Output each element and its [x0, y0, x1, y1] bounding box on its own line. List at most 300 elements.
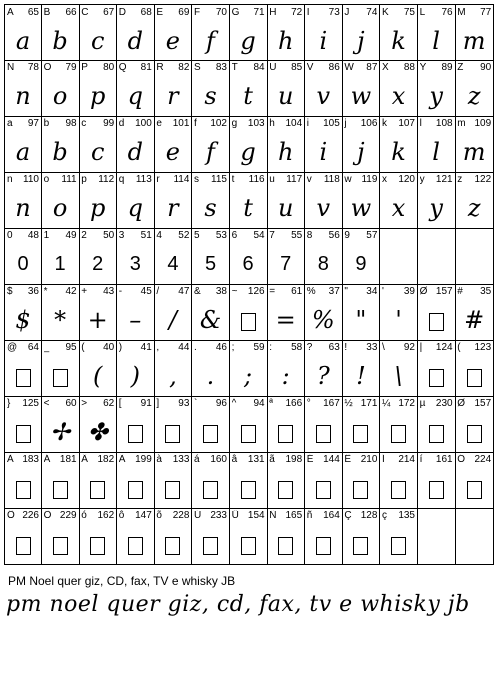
glyph-sample: / [168, 306, 177, 334]
glyph-cell [380, 340, 418, 397]
missing-glyph-box [241, 425, 256, 443]
glyph-char: ° [306, 398, 311, 409]
glyph-sample [342, 526, 379, 562]
glyph-code: 226 [22, 510, 39, 521]
glyph-sample: h [277, 138, 294, 166]
glyph-char: J [344, 7, 350, 18]
glyph-sample: 4 [167, 253, 179, 275]
glyph-char: ' [382, 286, 384, 297]
glyph-cell [455, 60, 494, 117]
glyph-char: . [194, 342, 197, 353]
glyph-code: 72 [291, 7, 303, 18]
glyph-char: a [7, 118, 13, 129]
glyph-code: 100 [135, 118, 152, 129]
glyph-sample: w [350, 82, 372, 110]
glyph-cell [4, 452, 42, 509]
glyph-char: 2 [81, 230, 87, 241]
glyph-code: 107 [398, 118, 415, 129]
glyph-code: 50 [103, 230, 115, 241]
glyph-sample [154, 414, 191, 450]
glyph-cell [267, 172, 305, 229]
glyph-char: O [43, 62, 52, 73]
glyph-label [156, 62, 189, 74]
missing-glyph-box [467, 481, 482, 499]
glyph-cell [117, 172, 155, 229]
glyph-sample: i [319, 138, 328, 166]
glyph-label [307, 230, 340, 242]
glyph-cell [267, 508, 305, 565]
glyph-code: 80 [103, 62, 115, 73]
glyph-sample [342, 414, 379, 450]
glyph-cell [342, 508, 380, 565]
glyph-code: 198 [285, 454, 303, 465]
glyph-label [81, 454, 114, 466]
glyph-label [44, 7, 77, 19]
glyph-cell [342, 172, 380, 229]
missing-glyph-box [203, 425, 218, 443]
glyph-char: f [194, 118, 197, 129]
glyph-cell [305, 116, 343, 173]
glyph-code: 63 [328, 342, 340, 353]
glyph-sample [380, 526, 417, 562]
glyph-char: = [269, 286, 276, 297]
glyph-code: 123 [474, 342, 492, 353]
glyph-label [44, 286, 77, 298]
glyph-code: 93 [178, 398, 190, 409]
glyph-code: 154 [247, 510, 265, 521]
glyph-char: ` [194, 398, 198, 409]
glyph-sample [305, 526, 342, 562]
glyph-code: 182 [97, 454, 115, 465]
glyph-cell [154, 284, 192, 341]
glyph-char: k [382, 118, 387, 129]
font-sample-text: pm noel quer giz, cd, fax, tv e whisky jb [6, 592, 470, 617]
glyph-code: 172 [398, 398, 415, 409]
glyph-cell [455, 508, 494, 565]
glyph-cell [154, 4, 192, 61]
glyph-label [344, 342, 377, 354]
glyph-label [7, 454, 39, 466]
glyph-char: â [231, 454, 238, 465]
missing-glyph-box [53, 369, 68, 387]
glyph-char: Õ [43, 510, 52, 521]
glyph-sample: + [87, 306, 108, 334]
glyph-char: C [81, 7, 89, 18]
glyph-cell [79, 60, 117, 117]
glyph-label [307, 118, 340, 130]
glyph-cell [192, 4, 230, 61]
glyph-code: 118 [323, 174, 340, 185]
glyph-cell [418, 452, 456, 509]
glyph-code: 74 [366, 7, 378, 18]
glyph-label [269, 230, 302, 242]
glyph-cell [79, 228, 117, 285]
glyph-sample [418, 470, 455, 506]
glyph-code: 37 [328, 286, 340, 297]
glyph-code: 59 [253, 342, 265, 353]
glyph-sample [230, 302, 267, 338]
missing-glyph-box [467, 425, 482, 443]
glyph-sample: o [52, 82, 68, 110]
glyph-sample: b [52, 27, 68, 55]
glyph-cell [418, 284, 456, 341]
glyph-label [232, 230, 265, 242]
glyph-cell [342, 340, 380, 397]
glyph-sample [455, 358, 493, 394]
glyph-code: 73 [328, 7, 340, 18]
glyph-label [81, 286, 114, 298]
glyph-code: 117 [286, 174, 303, 185]
glyph-sample: z [467, 194, 481, 222]
glyph-sample [42, 526, 79, 562]
glyph-sample: m [462, 27, 486, 55]
glyph-code: 164 [323, 510, 340, 521]
glyph-cell [117, 340, 155, 397]
glyph-label [44, 398, 77, 410]
glyph-code: 81 [140, 62, 152, 73]
glyph-cell [42, 284, 80, 341]
glyph-label [81, 62, 114, 74]
glyph-sample [117, 414, 154, 450]
glyph-code: 104 [285, 118, 303, 129]
glyph-cell [117, 508, 155, 565]
glyph-label [382, 62, 415, 74]
glyph-code: 99 [103, 118, 115, 129]
glyph-char: > [81, 398, 88, 409]
glyph-code: 44 [178, 342, 190, 353]
glyph-cell [380, 116, 418, 173]
glyph-cell [455, 172, 494, 229]
glyph-char: Ô [7, 510, 15, 521]
glyph-char: i [306, 118, 310, 129]
glyph-cell [42, 228, 80, 285]
glyph-row [4, 4, 495, 61]
glyph-char: É [306, 454, 314, 465]
glyph-label [119, 230, 152, 242]
glyph-sample: c [90, 138, 105, 166]
missing-glyph-box [16, 369, 31, 387]
glyph-cell [117, 228, 155, 285]
glyph-label [269, 7, 302, 19]
glyph-sample: # [464, 306, 485, 334]
glyph-cell [42, 508, 80, 565]
glyph-sample [455, 414, 493, 450]
glyph-sample: " [355, 306, 367, 334]
glyph-code: 48 [27, 230, 39, 241]
glyph-code: 122 [474, 174, 492, 185]
glyph-label [307, 398, 340, 410]
glyph-sample: u [277, 194, 294, 222]
missing-glyph-box [128, 425, 143, 443]
glyph-label [194, 510, 227, 522]
glyph-row [4, 60, 495, 117]
glyph-code: 97 [27, 118, 39, 129]
missing-glyph-box [391, 537, 406, 555]
glyph-cell [192, 228, 230, 285]
glyph-code: 166 [285, 398, 303, 409]
glyph-code: 96 [215, 398, 227, 409]
glyph-code: 167 [323, 398, 340, 409]
glyph-label [119, 118, 152, 130]
glyph-cell [342, 396, 380, 453]
glyph-char: S [194, 62, 201, 73]
glyph-label [344, 454, 377, 466]
glyph-label [81, 398, 114, 410]
missing-glyph-box [53, 537, 68, 555]
glyph-label [194, 62, 227, 74]
glyph-label [457, 118, 491, 130]
glyph-sample: * [54, 306, 67, 334]
glyph-sample [154, 470, 191, 506]
glyph-code: 181 [59, 454, 77, 465]
glyph-cell [117, 284, 155, 341]
glyph-code: 101 [172, 118, 190, 129]
glyph-label [457, 62, 491, 74]
glyph-sample [5, 358, 41, 394]
glyph-cell [42, 396, 80, 453]
glyph-char: Á [43, 454, 51, 465]
glyph-code: 68 [140, 7, 152, 18]
glyph-cell [455, 340, 494, 397]
missing-glyph-box [16, 425, 31, 443]
glyph-code: 36 [27, 286, 39, 297]
glyph-cell [418, 396, 456, 453]
glyph-char: 9 [344, 230, 350, 241]
glyph-cell [79, 284, 117, 341]
glyph-cell [342, 4, 380, 61]
glyph-label [119, 286, 152, 298]
glyph-cell [42, 4, 80, 61]
glyph-cell [79, 340, 117, 397]
glyph-code: 88 [403, 62, 415, 73]
glyph-cell [455, 116, 494, 173]
glyph-label [194, 286, 227, 298]
glyph-label [232, 510, 265, 522]
glyph-code: 92 [403, 342, 415, 353]
glyph-label [420, 342, 453, 354]
glyph-label [344, 286, 377, 298]
glyph-cell [305, 508, 343, 565]
glyph-cell [380, 4, 418, 61]
glyph-sample [342, 470, 379, 506]
glyph-char: v [306, 174, 312, 185]
glyph-char: e [156, 118, 162, 129]
glyph-label [232, 342, 265, 354]
glyph-cell [117, 116, 155, 173]
glyph-code: 69 [178, 7, 190, 18]
glyph-sample: y [429, 82, 443, 110]
glyph-cell [380, 396, 418, 453]
glyph-sample: g [240, 138, 256, 166]
glyph-label [457, 174, 491, 186]
glyph-label [44, 342, 77, 354]
glyph-cell [230, 508, 268, 565]
glyph-cell [4, 228, 42, 285]
glyph-cell [455, 228, 494, 285]
glyph-sample [305, 414, 342, 450]
glyph-char: ó [81, 510, 87, 521]
glyph-code: 75 [403, 7, 415, 18]
glyph-label [269, 510, 302, 522]
glyph-char: c [81, 118, 87, 129]
glyph-sample: l [432, 27, 440, 55]
glyph-code: 85 [291, 62, 303, 73]
glyph-cell [79, 452, 117, 509]
glyph-code: 102 [210, 118, 227, 129]
glyph-code: 57 [366, 230, 378, 241]
glyph-label [7, 342, 39, 354]
glyph-code: 165 [285, 510, 303, 521]
missing-glyph-box [278, 481, 293, 499]
glyph-cell [267, 228, 305, 285]
glyph-char: | [419, 342, 423, 353]
glyph-char: \ [382, 342, 385, 353]
glyph-code: 77 [480, 7, 492, 18]
glyph-cell [267, 340, 305, 397]
glyph-label [7, 62, 39, 74]
glyph-char: y [419, 174, 425, 185]
glyph-code: 147 [135, 510, 152, 521]
glyph-char: ª [269, 398, 273, 409]
glyph-code: 229 [59, 510, 77, 521]
glyph-cell [4, 4, 42, 61]
glyph-label [44, 510, 77, 522]
glyph-char: ã [269, 454, 275, 465]
glyph-cell [418, 4, 456, 61]
glyph-cell [305, 452, 343, 509]
glyph-code: 124 [435, 342, 453, 353]
missing-glyph-box [467, 369, 482, 387]
glyph-cell [305, 4, 343, 61]
glyph-code: 86 [328, 62, 340, 73]
glyph-cell [192, 284, 230, 341]
glyph-cell [42, 340, 80, 397]
glyph-label [382, 342, 415, 354]
glyph-code: 126 [247, 286, 265, 297]
glyph-char: V [306, 62, 314, 73]
glyph-label [156, 7, 189, 19]
glyph-cell [192, 452, 230, 509]
glyph-sample [42, 470, 79, 506]
glyph-sample: $ [15, 306, 31, 334]
glyph-label [7, 230, 39, 242]
glyph-sample: , [169, 362, 177, 390]
glyph-char: # [457, 286, 463, 297]
glyph-cell [305, 172, 343, 229]
missing-glyph-box [316, 481, 331, 499]
glyph-label [269, 342, 302, 354]
glyph-cell [4, 60, 42, 117]
glyph-code: 94 [253, 398, 265, 409]
glyph-char: z [457, 174, 463, 185]
glyph-cell [4, 284, 42, 341]
pangram-label: PM Noel quer giz, CD, fax, TV e whisky JB [8, 574, 236, 588]
glyph-code: 42 [65, 286, 77, 297]
glyph-code: 119 [361, 174, 378, 185]
glyph-code: 108 [435, 118, 453, 129]
glyph-code: 230 [435, 398, 453, 409]
glyph-label [81, 7, 114, 19]
glyph-sample: t [243, 82, 253, 110]
glyph-code: 105 [323, 118, 340, 129]
glyph-cell [305, 228, 343, 285]
glyph-sample: r [167, 82, 179, 110]
glyph-label [307, 62, 340, 74]
glyph-cell [154, 340, 192, 397]
glyph-sample: r [167, 194, 179, 222]
glyph-sample: \ [394, 362, 403, 390]
glyph-char: µ [419, 398, 426, 409]
glyph-label [382, 510, 415, 522]
glyph-code: 228 [172, 510, 190, 521]
glyph-sample: ! [356, 362, 366, 390]
missing-glyph-box [353, 537, 368, 555]
missing-glyph-box [165, 425, 180, 443]
glyph-label [420, 7, 453, 19]
missing-glyph-box [391, 425, 406, 443]
glyph-char: Ó [457, 454, 465, 465]
glyph-label [307, 342, 340, 354]
glyph-cell [42, 452, 80, 509]
glyph-row [4, 172, 495, 229]
glyph-char: q [118, 174, 125, 185]
glyph-label [194, 454, 227, 466]
glyph-char: Y [419, 62, 427, 73]
glyph-char: m [457, 118, 466, 129]
glyph-sample: k [391, 138, 406, 166]
glyph-sample: ) [130, 362, 140, 390]
glyph-sample [230, 414, 267, 450]
glyph-label [457, 342, 491, 354]
glyph-code: 46 [215, 342, 227, 353]
glyph-code: 106 [360, 118, 378, 129]
glyph-sample [267, 414, 304, 450]
glyph-label [307, 510, 340, 522]
glyph-label [156, 398, 189, 410]
glyph-label [81, 510, 114, 522]
glyph-code: 55 [291, 230, 303, 241]
glyph-grid [4, 4, 495, 568]
glyph-char: L [419, 7, 426, 18]
glyph-cell [418, 508, 456, 565]
glyph-char: 7 [269, 230, 275, 241]
glyph-sample [117, 526, 154, 562]
glyph-code: 110 [23, 174, 39, 185]
glyph-char: ¼ [382, 398, 391, 409]
glyph-cell [79, 396, 117, 453]
glyph-sample [5, 526, 41, 562]
glyph-label [420, 118, 453, 130]
glyph-cell [267, 60, 305, 117]
glyph-cell [267, 116, 305, 173]
glyph-sample: & [199, 306, 222, 334]
glyph-char: í [419, 454, 423, 465]
glyph-sample: j [357, 138, 365, 166]
glyph-cell [230, 4, 268, 61]
glyph-code: 82 [178, 62, 190, 73]
glyph-char: & [194, 286, 201, 297]
glyph-sample: j [357, 27, 365, 55]
glyph-sample [418, 358, 455, 394]
glyph-cell [79, 508, 117, 565]
glyph-char: " [344, 286, 348, 297]
glyph-label [420, 62, 453, 74]
glyph-char: j [344, 118, 347, 129]
glyph-row [4, 508, 495, 565]
missing-glyph-box [241, 481, 256, 499]
glyph-code: 84 [253, 62, 265, 73]
glyph-char: Ø [419, 286, 428, 297]
